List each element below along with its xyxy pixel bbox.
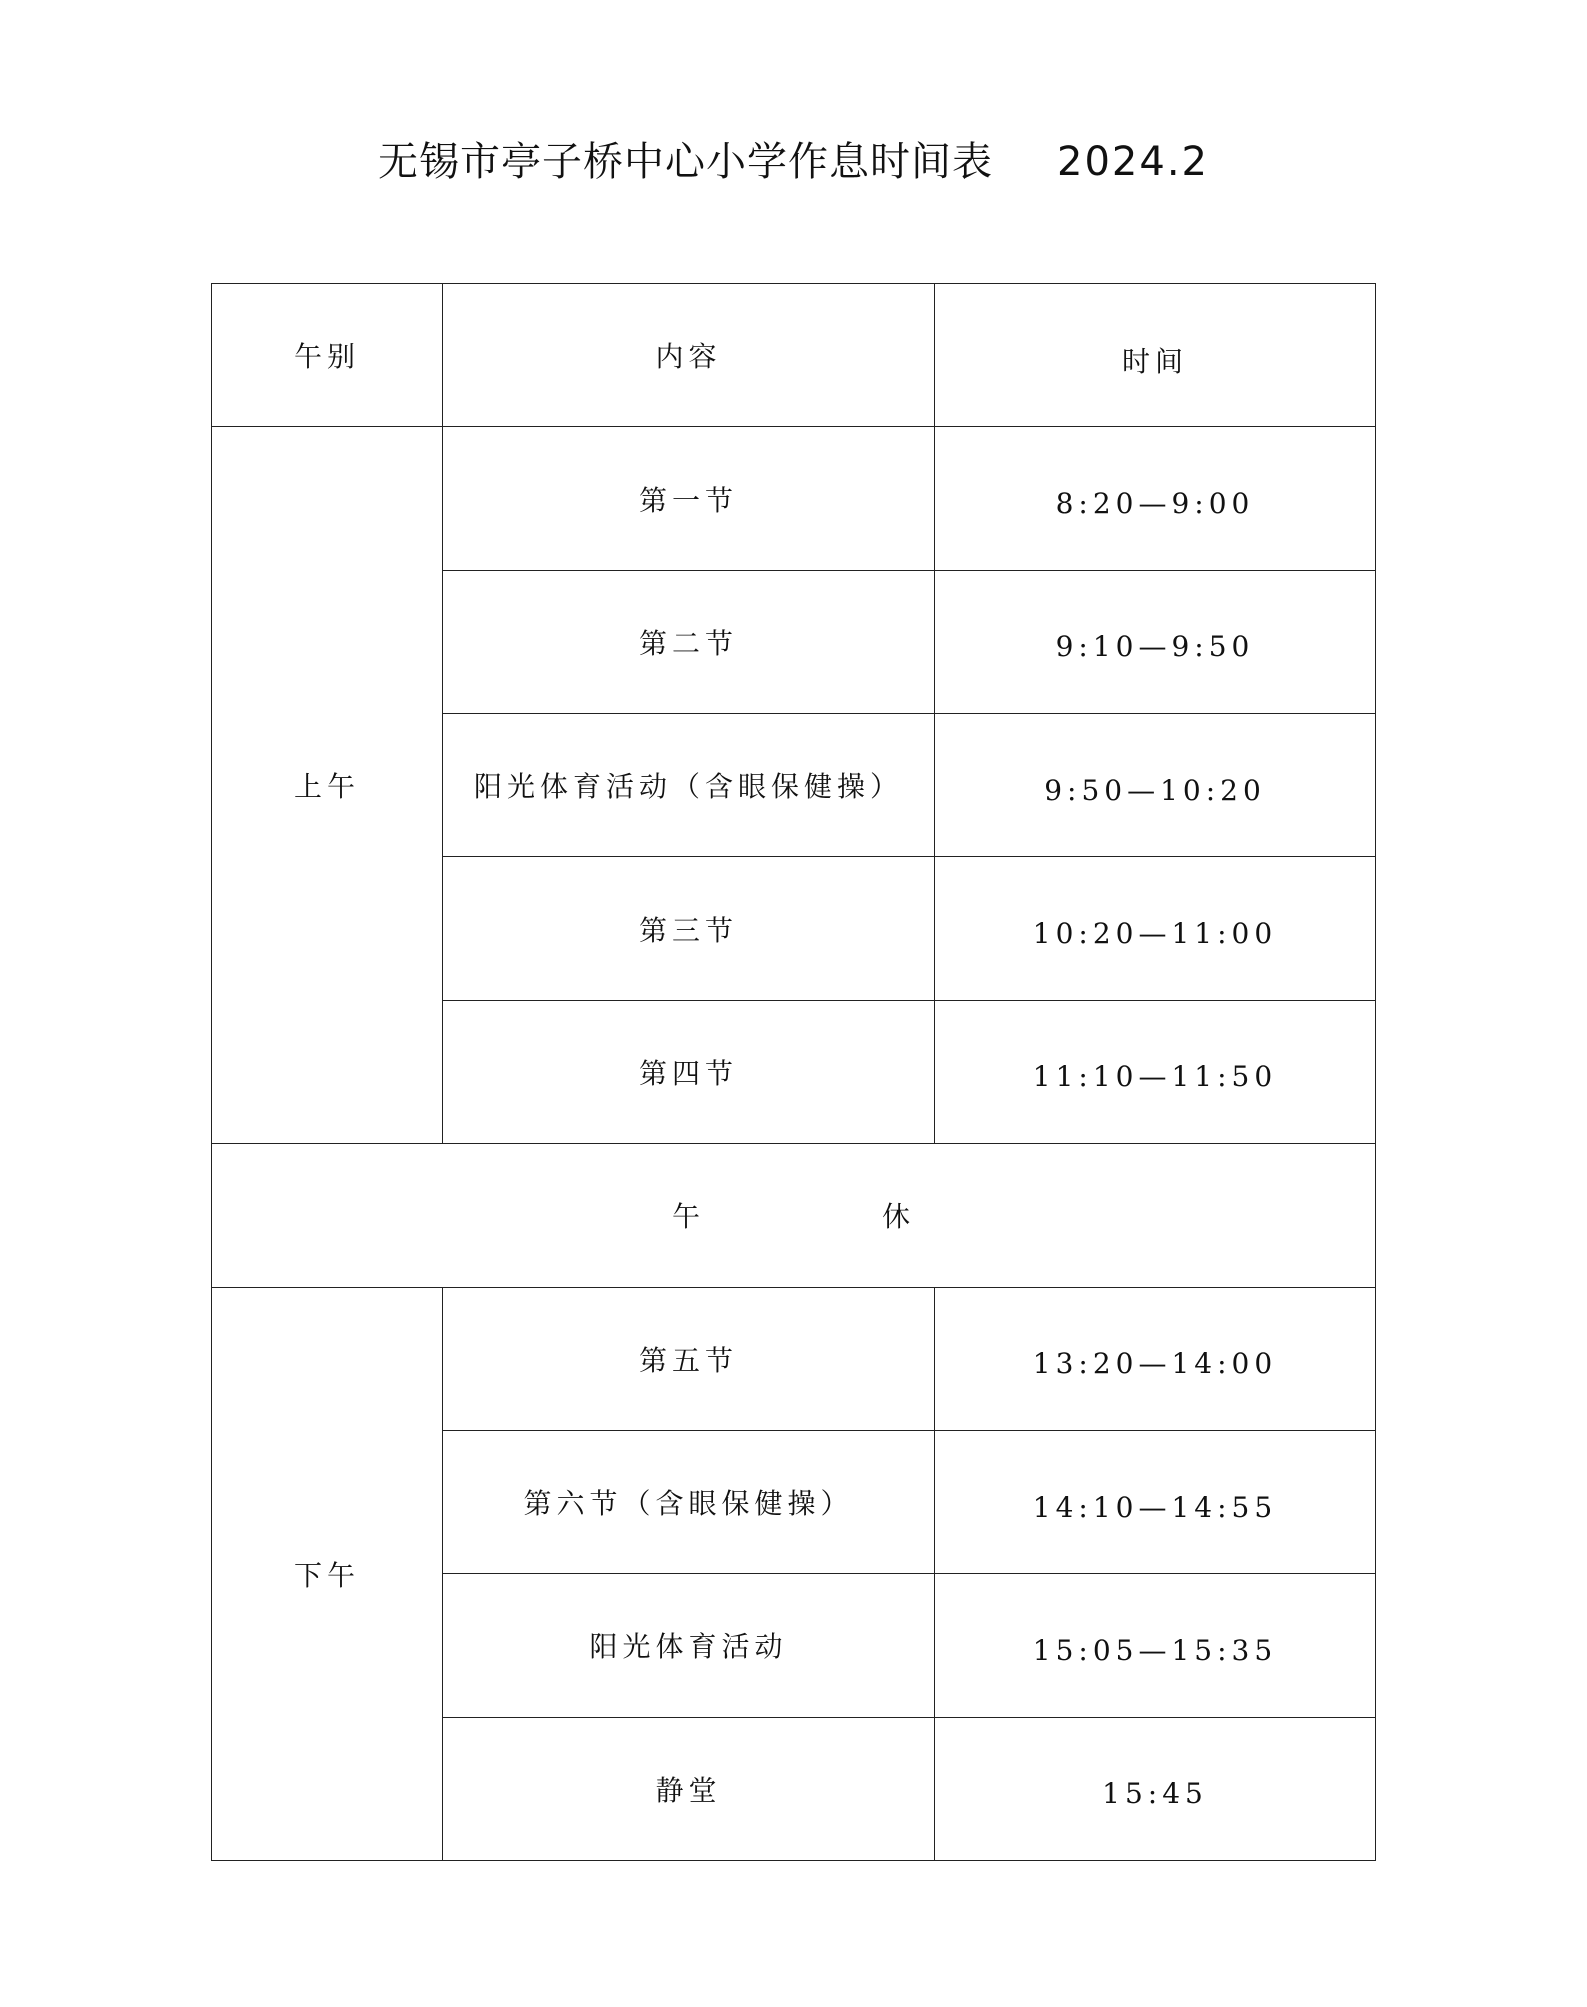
page-title (0, 130, 1587, 187)
content-cell: 第一节 (443, 427, 935, 570)
time-value: 10:20—11:00 (1032, 917, 1278, 951)
header-time-label: 时间 (1121, 345, 1188, 379)
noon-break-row (212, 1144, 1376, 1287)
time-value: 15:45 (1102, 1777, 1208, 1811)
time-cell (935, 857, 1376, 1000)
content-cell: 第三节 (443, 857, 935, 1000)
time-cell (935, 1430, 1376, 1573)
time-cell (935, 1717, 1376, 1860)
period-morning: 上午 (212, 427, 443, 1144)
time-value: 9:10—9:50 (1055, 630, 1255, 664)
time-value: 8:20—9:00 (1055, 487, 1255, 521)
header-row (212, 284, 1376, 427)
noon-break-cell (212, 1144, 1376, 1287)
time-value: 14:10—14:55 (1032, 1490, 1278, 1524)
content-cell: 第五节 (443, 1287, 935, 1430)
time-cell (935, 570, 1376, 713)
time-cell (935, 1000, 1376, 1143)
table-row (212, 1287, 1376, 1430)
noon-break-part2: 休 (881, 1200, 915, 1234)
header-period: 午别 (212, 284, 443, 427)
time-value: 13:20—14:00 (1032, 1347, 1278, 1381)
schedule-table (211, 283, 1376, 1861)
content-cell: 第四节 (443, 1000, 935, 1143)
title-text: 无锡市亭子桥中心小学作息时间表 (378, 139, 994, 185)
time-value: 9:50—10:20 (1044, 773, 1266, 807)
table-row (212, 427, 1376, 570)
content-cell: 阳光体育活动 (443, 1574, 935, 1717)
header-time (935, 284, 1376, 427)
title-date: 2024.2 (1057, 139, 1209, 185)
content-cell: 阳光体育活动（含眼保健操） (443, 714, 935, 857)
time-cell (935, 1287, 1376, 1430)
time-cell (935, 714, 1376, 857)
content-cell: 静堂 (443, 1717, 935, 1860)
time-cell (935, 427, 1376, 570)
noon-break-part1: 午 (671, 1200, 705, 1234)
header-content: 内容 (443, 284, 935, 427)
content-cell: 第六节（含眼保健操） (443, 1430, 935, 1573)
time-value: 15:05—15:35 (1032, 1633, 1278, 1667)
period-afternoon: 下午 (212, 1287, 443, 1860)
time-value: 11:10—11:50 (1032, 1060, 1278, 1094)
time-cell (935, 1574, 1376, 1717)
content-cell: 第二节 (443, 570, 935, 713)
